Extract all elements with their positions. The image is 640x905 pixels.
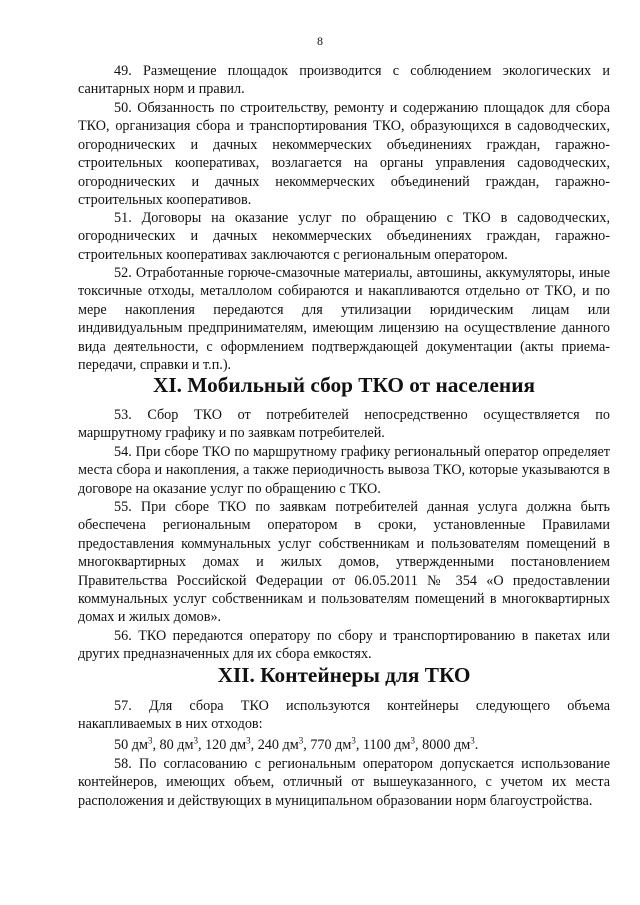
volume-item: 80 $дм^3$, — [159, 735, 206, 753]
section-heading-11: XI. Мобильный сбор ТКО от населения — [152, 373, 535, 397]
volume-item: 50 $дм^3$, — [114, 735, 160, 753]
paragraph-58: 58. По согласованию с региональным оператором допускается использование контейнеров, имеющих объем, отличный от вышеуказанного, с учетом их места расположения и действующих в муниципальном образовании норм благоустройства. — [78, 756, 610, 809]
paragraph-53: 53. Сбор ТКО от потребителей непосредственно осуществляется по маршрутному графику и по заявкам потребителей. — [78, 407, 610, 442]
paragraph-51: 51. Договоры на оказание услуг по обращению с ТКО в садоводческих, огороднических и дачных некоммерческих объединениях граждан, гаражно-строительных кооперативах заключаются с региональным оператором. — [78, 210, 610, 263]
paragraph-49: 49. Размещение площадок производится с соблюдением экологических и санитарных норм и правил. — [78, 63, 610, 98]
volume-item: 120 $дм^3$, — [205, 735, 258, 753]
volume-item: 8000 $дм^3$. — [422, 735, 479, 753]
paragraph-57: 57. Для сбора ТКО используются контейнеры следующего объема накапливаемых в них отходов: — [78, 698, 610, 733]
section-heading-12: XII. Контейнеры для ТКО — [217, 663, 471, 687]
paragraph-56: 56. ТКО передаются оператору по сбору и транспортированию в пакетах или других предназначенных для их сбора емкостях. — [78, 628, 610, 663]
volume-item: 240 $дм^3$, — [257, 735, 311, 753]
volume-item: 1100 $дм^3$, — [362, 735, 423, 753]
page-number: 8 — [317, 34, 323, 48]
paragraph-55: 55. При сборе ТКО по заявкам потребителей данная услуга должна быть обеспечена региональным оператором в сроки, установленные Правилами предоставления коммунальных услуг собственникам и пользователям помещений в многоквартирных домах и жилых домов, утвержденными постановлением Правительства Российской Федерации от 06.05.2011 № 354 «О предоставлении коммунальных услуг собственникам и пользователям помещений в многоквартирных домах и жилых домов». — [78, 499, 610, 626]
container-volumes-list — [114, 736, 610, 754]
paragraph-54: 54. При сборе ТКО по маршрутному графику региональный оператор определяет места сбора и накопления, а также периодичность вывоза ТКО, которые указываются в договоре на оказание услуг по обращению с ТКО. — [78, 444, 610, 497]
paragraph-52: 52. Отработанные горюче-смазочные материалы, автошины, аккумуляторы, иные токсичные отходы, металлолом собираются и накапливаются отдельно от ТКО, и по мере накопления передаются для утилизации юридическим лицам или индивидуальным предпринимателям, имеющим лицензию на осуществление данного вида деятельности, с оформлением подтверждающей документации (акты приема-передачи, справки и т.п.). — [78, 265, 610, 374]
volume-item: 770 $дм^3$, — [310, 735, 363, 753]
paragraph-50: 50. Обязанность по строительству, ремонту и содержанию площадок для сбора ТКО, организация сбора и транспортирования ТКО, образующихся в садоводческих, огороднических и дачных некоммерческих объединениях граждан, гаражно-строительных кооперативах, возлагается на органы управления садоводческих, огороднических и дачных некоммерческих объединений граждан, гаражно-строительных кооперативов. — [78, 100, 610, 209]
